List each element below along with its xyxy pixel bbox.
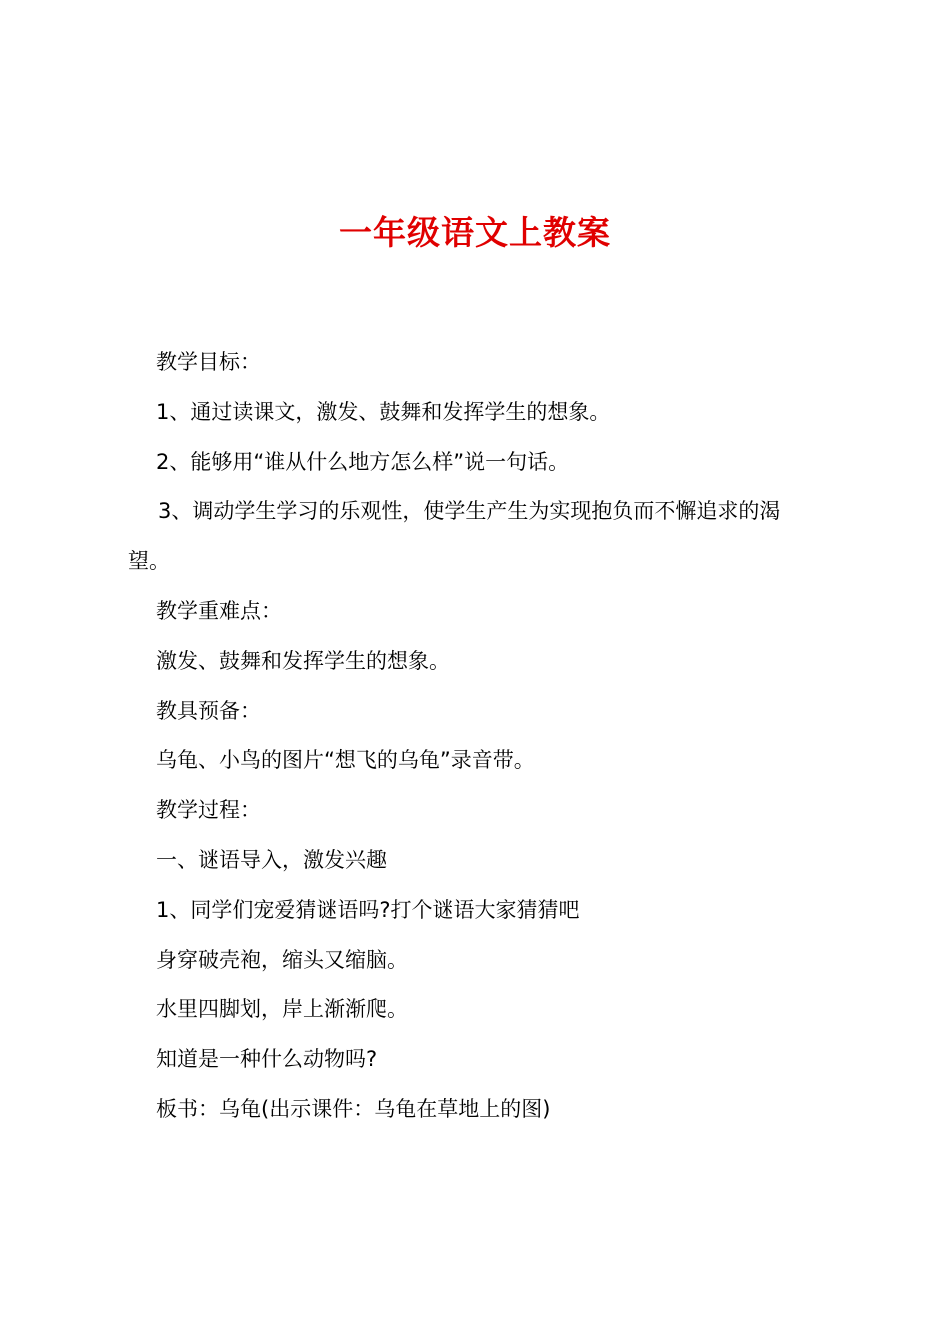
objective-item-3: 3、调动学生学习的乐观性，使学生产生为实现抱负而不懈追求的渴 (158, 499, 781, 524)
riddle-line-1: 身穿破壳袍，缩头又缩脑。 (156, 947, 408, 972)
blackboard-note: 板书：乌龟(出示课件：乌龟在草地上的图) (156, 1096, 551, 1121)
riddle-question: 知道是一种什么动物吗? (156, 1047, 378, 1072)
section-heading-key-points: 教学重难点： (156, 598, 282, 623)
objective-item-2: 2、能够用“谁从什么地方怎么样”说一句话。 (156, 449, 570, 474)
document-title: 一年级语文上教案 (339, 213, 611, 252)
process-item-1: 1、同学们宠爱猜谜语吗?打个谜语大家猜猜吧 (156, 897, 580, 922)
section-heading-materials: 教具预备： (156, 698, 261, 723)
materials-text: 乌龟、小鸟的图片“想飞的乌龟”录音带。 (156, 748, 535, 773)
process-step-1: 一、谜语导入，激发兴趣 (156, 847, 387, 872)
objective-item-3-continuation: 望。 (128, 549, 170, 574)
document-body (0, 338, 950, 1135)
objective-item-1: 1、通过读课文，激发、鼓舞和发挥学生的想象。 (156, 399, 611, 424)
riddle-line-2: 水里四脚划，岸上渐渐爬。 (156, 997, 408, 1022)
section-heading-objectives: 教学目标： (156, 350, 261, 374)
key-points-text: 激发、鼓舞和发挥学生的想象。 (156, 648, 450, 673)
section-heading-process: 教学过程： (156, 798, 261, 823)
